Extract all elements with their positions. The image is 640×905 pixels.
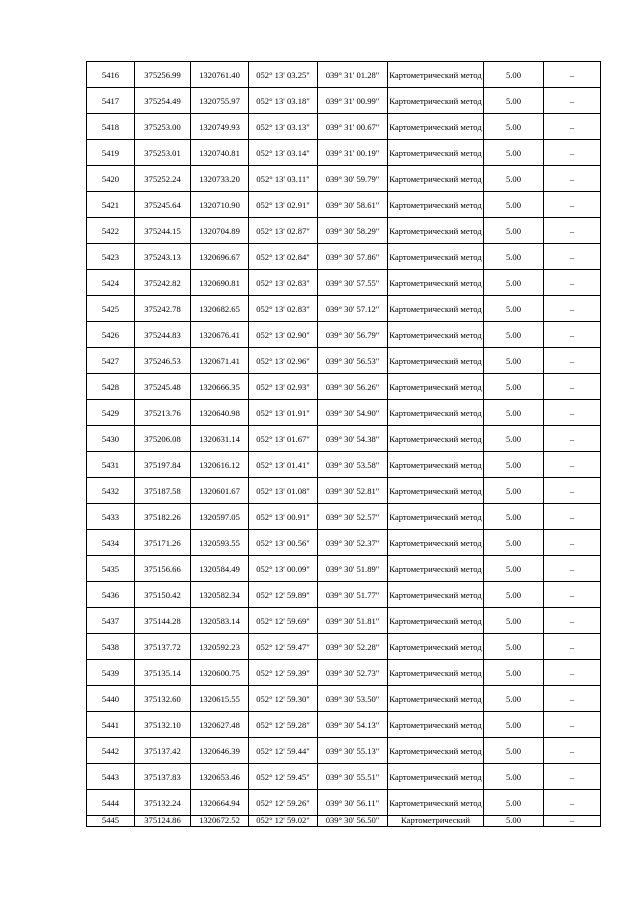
cell-y-coordinate: 1320653.46 bbox=[191, 764, 249, 790]
cell-x-coordinate: 375137.72 bbox=[135, 634, 191, 660]
cell-note: – bbox=[544, 270, 601, 296]
cell-accuracy: 5.00 bbox=[484, 400, 544, 426]
cell-point-number: 5424 bbox=[87, 270, 135, 296]
cell-y-coordinate: 1320592.23 bbox=[191, 634, 249, 660]
cell-point-number: 5440 bbox=[87, 686, 135, 712]
cell-note: – bbox=[544, 218, 601, 244]
cell-note: – bbox=[544, 790, 601, 816]
cell-point-number: 5427 bbox=[87, 348, 135, 374]
cell-x-coordinate: 375124.86 bbox=[135, 816, 191, 827]
cell-method: Картометрический метод bbox=[388, 426, 484, 452]
cell-x-coordinate: 375242.82 bbox=[135, 270, 191, 296]
cell-latitude: 052° 13' 02.83" bbox=[249, 296, 318, 322]
cell-accuracy: 5.00 bbox=[484, 686, 544, 712]
cell-note: – bbox=[544, 166, 601, 192]
cell-method: Картометрический метод bbox=[388, 192, 484, 218]
cell-accuracy: 5.00 bbox=[484, 218, 544, 244]
cell-latitude: 052° 13' 01.67" bbox=[249, 426, 318, 452]
cell-longitude: 039° 30' 56.79" bbox=[318, 322, 388, 348]
cell-latitude: 052° 13' 02.91" bbox=[249, 192, 318, 218]
cell-method: Картометрический метод bbox=[388, 218, 484, 244]
cell-longitude: 039° 30' 59.79" bbox=[318, 166, 388, 192]
cell-method: Картометрический метод bbox=[388, 556, 484, 582]
cell-x-coordinate: 375187.58 bbox=[135, 478, 191, 504]
cell-method: Картометрический метод bbox=[388, 244, 484, 270]
cell-longitude: 039° 30' 52.37" bbox=[318, 530, 388, 556]
cell-x-coordinate: 375171.26 bbox=[135, 530, 191, 556]
table-row bbox=[87, 790, 601, 816]
cell-point-number: 5441 bbox=[87, 712, 135, 738]
cell-point-number: 5431 bbox=[87, 452, 135, 478]
cell-accuracy: 5.00 bbox=[484, 270, 544, 296]
cell-longitude: 039° 30' 51.81" bbox=[318, 608, 388, 634]
table-row bbox=[87, 738, 601, 764]
cell-note: – bbox=[544, 62, 601, 88]
cell-longitude: 039° 30' 58.29" bbox=[318, 218, 388, 244]
cell-note: – bbox=[544, 348, 601, 374]
cell-x-coordinate: 375197.84 bbox=[135, 452, 191, 478]
cell-longitude: 039° 30' 52.57" bbox=[318, 504, 388, 530]
cell-x-coordinate: 375132.24 bbox=[135, 790, 191, 816]
cell-longitude: 039° 30' 52.73" bbox=[318, 660, 388, 686]
cell-note: – bbox=[544, 400, 601, 426]
cell-latitude: 052° 13' 03.25" bbox=[249, 62, 318, 88]
cell-note: – bbox=[544, 556, 601, 582]
cell-y-coordinate: 1320755.97 bbox=[191, 88, 249, 114]
cell-longitude: 039° 30' 57.55" bbox=[318, 270, 388, 296]
cell-latitude: 052° 12' 59.44" bbox=[249, 738, 318, 764]
cell-x-coordinate: 375137.83 bbox=[135, 764, 191, 790]
cell-longitude: 039° 30' 53.58" bbox=[318, 452, 388, 478]
cell-y-coordinate: 1320631.14 bbox=[191, 426, 249, 452]
cell-method: Картометрический метод bbox=[388, 634, 484, 660]
cell-point-number: 5416 bbox=[87, 62, 135, 88]
cell-point-number: 5435 bbox=[87, 556, 135, 582]
cell-accuracy: 5.00 bbox=[484, 452, 544, 478]
cell-latitude: 052° 13' 03.18" bbox=[249, 88, 318, 114]
cell-note: – bbox=[544, 140, 601, 166]
cell-longitude: 039° 30' 58.61" bbox=[318, 192, 388, 218]
cell-point-number: 5423 bbox=[87, 244, 135, 270]
cell-latitude: 052° 13' 02.84" bbox=[249, 244, 318, 270]
cell-y-coordinate: 1320666.35 bbox=[191, 374, 249, 400]
cell-accuracy: 5.00 bbox=[484, 140, 544, 166]
cell-note: – bbox=[544, 374, 601, 400]
cell-method: Картометрический метод bbox=[388, 582, 484, 608]
cell-latitude: 052° 13' 03.11" bbox=[249, 166, 318, 192]
table-row bbox=[87, 166, 601, 192]
cell-latitude: 052° 13' 01.41" bbox=[249, 452, 318, 478]
cell-longitude: 039° 30' 53.50" bbox=[318, 686, 388, 712]
cell-x-coordinate: 375253.00 bbox=[135, 114, 191, 140]
cell-note: – bbox=[544, 426, 601, 452]
cell-method: Картометрический метод bbox=[388, 270, 484, 296]
table-row bbox=[87, 816, 601, 827]
table-row bbox=[87, 712, 601, 738]
cell-latitude: 052° 12' 59.26" bbox=[249, 790, 318, 816]
cell-y-coordinate: 1320627.48 bbox=[191, 712, 249, 738]
cell-point-number: 5420 bbox=[87, 166, 135, 192]
cell-note: – bbox=[544, 88, 601, 114]
cell-x-coordinate: 375244.15 bbox=[135, 218, 191, 244]
cell-accuracy: 5.00 bbox=[484, 478, 544, 504]
cell-longitude: 039° 30' 54.38" bbox=[318, 426, 388, 452]
table-row bbox=[87, 218, 601, 244]
cell-accuracy: 5.00 bbox=[484, 816, 544, 827]
cell-note: – bbox=[544, 192, 601, 218]
cell-point-number: 5436 bbox=[87, 582, 135, 608]
cell-point-number: 5425 bbox=[87, 296, 135, 322]
cell-method: Картометрический метод bbox=[388, 88, 484, 114]
cell-latitude: 052° 12' 59.89" bbox=[249, 582, 318, 608]
cell-x-coordinate: 375256.99 bbox=[135, 62, 191, 88]
table-row bbox=[87, 660, 601, 686]
cell-latitude: 052° 13' 00.09" bbox=[249, 556, 318, 582]
cell-point-number: 5444 bbox=[87, 790, 135, 816]
cell-point-number: 5432 bbox=[87, 478, 135, 504]
cell-latitude: 052° 13' 02.87" bbox=[249, 218, 318, 244]
cell-longitude: 039° 31' 01.28" bbox=[318, 62, 388, 88]
cell-latitude: 052° 13' 00.56" bbox=[249, 530, 318, 556]
coordinates-table bbox=[86, 61, 601, 827]
cell-latitude: 052° 12' 59.39" bbox=[249, 660, 318, 686]
cell-method: Картометрический метод bbox=[388, 738, 484, 764]
cell-accuracy: 5.00 bbox=[484, 608, 544, 634]
cell-point-number: 5433 bbox=[87, 504, 135, 530]
cell-latitude: 052° 13' 01.08" bbox=[249, 478, 318, 504]
cell-note: – bbox=[544, 608, 601, 634]
cell-point-number: 5428 bbox=[87, 374, 135, 400]
table-row bbox=[87, 62, 601, 88]
table-row bbox=[87, 426, 601, 452]
cell-note: – bbox=[544, 686, 601, 712]
table-body bbox=[87, 62, 601, 827]
cell-point-number: 5426 bbox=[87, 322, 135, 348]
table-row bbox=[87, 686, 601, 712]
cell-latitude: 052° 12' 59.30" bbox=[249, 686, 318, 712]
cell-accuracy: 5.00 bbox=[484, 88, 544, 114]
cell-method: Картометрический метод bbox=[388, 478, 484, 504]
cell-latitude: 052° 13' 03.13" bbox=[249, 114, 318, 140]
cell-longitude: 039° 30' 56.11" bbox=[318, 790, 388, 816]
cell-point-number: 5429 bbox=[87, 400, 135, 426]
cell-y-coordinate: 1320597.05 bbox=[191, 504, 249, 530]
cell-longitude: 039° 31' 00.67" bbox=[318, 114, 388, 140]
table-row bbox=[87, 452, 601, 478]
cell-longitude: 039° 30' 57.86" bbox=[318, 244, 388, 270]
cell-y-coordinate: 1320690.81 bbox=[191, 270, 249, 296]
cell-longitude: 039° 30' 51.77" bbox=[318, 582, 388, 608]
cell-x-coordinate: 375245.64 bbox=[135, 192, 191, 218]
cell-x-coordinate: 375242.78 bbox=[135, 296, 191, 322]
cell-point-number: 5437 bbox=[87, 608, 135, 634]
table-row bbox=[87, 88, 601, 114]
cell-latitude: 052° 13' 00.91" bbox=[249, 504, 318, 530]
cell-method: Картометрический метод bbox=[388, 114, 484, 140]
cell-y-coordinate: 1320672.52 bbox=[191, 816, 249, 827]
cell-method: Картометрический метод bbox=[388, 790, 484, 816]
cell-point-number: 5421 bbox=[87, 192, 135, 218]
cell-x-coordinate: 375243.13 bbox=[135, 244, 191, 270]
table-row bbox=[87, 348, 601, 374]
cell-point-number: 5434 bbox=[87, 530, 135, 556]
cell-x-coordinate: 375144.28 bbox=[135, 608, 191, 634]
cell-y-coordinate: 1320593.55 bbox=[191, 530, 249, 556]
cell-method: Картометрический метод bbox=[388, 140, 484, 166]
cell-x-coordinate: 375132.10 bbox=[135, 712, 191, 738]
table-row bbox=[87, 140, 601, 166]
cell-y-coordinate: 1320749.93 bbox=[191, 114, 249, 140]
cell-accuracy: 5.00 bbox=[484, 322, 544, 348]
cell-y-coordinate: 1320710.90 bbox=[191, 192, 249, 218]
cell-latitude: 052° 13' 02.83" bbox=[249, 270, 318, 296]
cell-point-number: 5422 bbox=[87, 218, 135, 244]
table-row bbox=[87, 556, 601, 582]
cell-latitude: 052° 12' 59.47" bbox=[249, 634, 318, 660]
table-row bbox=[87, 478, 601, 504]
cell-method: Картометрический метод bbox=[388, 452, 484, 478]
cell-longitude: 039° 30' 51.89" bbox=[318, 556, 388, 582]
cell-latitude: 052° 13' 02.90" bbox=[249, 322, 318, 348]
cell-note: – bbox=[544, 764, 601, 790]
cell-y-coordinate: 1320615.55 bbox=[191, 686, 249, 712]
cell-x-coordinate: 375245.48 bbox=[135, 374, 191, 400]
cell-method: Картометрический метод bbox=[388, 608, 484, 634]
cell-y-coordinate: 1320646.39 bbox=[191, 738, 249, 764]
cell-accuracy: 5.00 bbox=[484, 660, 544, 686]
cell-latitude: 052° 12' 59.28" bbox=[249, 712, 318, 738]
cell-accuracy: 5.00 bbox=[484, 504, 544, 530]
cell-point-number: 5439 bbox=[87, 660, 135, 686]
cell-x-coordinate: 375137.42 bbox=[135, 738, 191, 764]
cell-point-number: 5445 bbox=[87, 816, 135, 827]
cell-note: – bbox=[544, 114, 601, 140]
cell-note: – bbox=[544, 660, 601, 686]
cell-accuracy: 5.00 bbox=[484, 114, 544, 140]
cell-x-coordinate: 375132.60 bbox=[135, 686, 191, 712]
cell-accuracy: 5.00 bbox=[484, 192, 544, 218]
cell-y-coordinate: 1320601.67 bbox=[191, 478, 249, 504]
table-row bbox=[87, 764, 601, 790]
cell-point-number: 5443 bbox=[87, 764, 135, 790]
cell-accuracy: 5.00 bbox=[484, 244, 544, 270]
cell-longitude: 039° 31' 00.99" bbox=[318, 88, 388, 114]
cell-point-number: 5438 bbox=[87, 634, 135, 660]
cell-method: Картометрический метод bbox=[388, 374, 484, 400]
cell-note: – bbox=[544, 582, 601, 608]
cell-longitude: 039° 30' 55.51" bbox=[318, 764, 388, 790]
cell-latitude: 052° 13' 01.91" bbox=[249, 400, 318, 426]
cell-x-coordinate: 375252.24 bbox=[135, 166, 191, 192]
cell-note: – bbox=[544, 712, 601, 738]
cell-y-coordinate: 1320640.98 bbox=[191, 400, 249, 426]
cell-accuracy: 5.00 bbox=[484, 62, 544, 88]
cell-x-coordinate: 375150.42 bbox=[135, 582, 191, 608]
table-row bbox=[87, 192, 601, 218]
cell-accuracy: 5.00 bbox=[484, 712, 544, 738]
cell-accuracy: 5.00 bbox=[484, 348, 544, 374]
cell-note: – bbox=[544, 504, 601, 530]
cell-accuracy: 5.00 bbox=[484, 374, 544, 400]
cell-note: – bbox=[544, 296, 601, 322]
cell-method: Картометрический метод bbox=[388, 62, 484, 88]
cell-y-coordinate: 1320600.75 bbox=[191, 660, 249, 686]
cell-accuracy: 5.00 bbox=[484, 296, 544, 322]
cell-accuracy: 5.00 bbox=[484, 738, 544, 764]
table-row bbox=[87, 634, 601, 660]
cell-y-coordinate: 1320676.41 bbox=[191, 322, 249, 348]
cell-point-number: 5417 bbox=[87, 88, 135, 114]
cell-x-coordinate: 375135.14 bbox=[135, 660, 191, 686]
cell-y-coordinate: 1320733.20 bbox=[191, 166, 249, 192]
cell-longitude: 039° 30' 56.53" bbox=[318, 348, 388, 374]
cell-accuracy: 5.00 bbox=[484, 634, 544, 660]
cell-latitude: 052° 13' 03.14" bbox=[249, 140, 318, 166]
cell-x-coordinate: 375244.83 bbox=[135, 322, 191, 348]
cell-y-coordinate: 1320671.41 bbox=[191, 348, 249, 374]
cell-longitude: 039° 30' 57.12" bbox=[318, 296, 388, 322]
cell-latitude: 052° 13' 02.96" bbox=[249, 348, 318, 374]
table-row bbox=[87, 244, 601, 270]
cell-method: Картометрический метод bbox=[388, 660, 484, 686]
cell-note: – bbox=[544, 244, 601, 270]
cell-method: Картометрический метод bbox=[388, 764, 484, 790]
table-row bbox=[87, 270, 601, 296]
cell-x-coordinate: 375156.66 bbox=[135, 556, 191, 582]
cell-x-coordinate: 375206.08 bbox=[135, 426, 191, 452]
table-row bbox=[87, 296, 601, 322]
cell-point-number: 5418 bbox=[87, 114, 135, 140]
cell-accuracy: 5.00 bbox=[484, 764, 544, 790]
cell-method: Картометрический метод bbox=[388, 296, 484, 322]
cell-y-coordinate: 1320740.81 bbox=[191, 140, 249, 166]
table-row bbox=[87, 400, 601, 426]
cell-latitude: 052° 12' 59.45" bbox=[249, 764, 318, 790]
cell-method: Картометрический метод bbox=[388, 322, 484, 348]
cell-latitude: 052° 12' 59.69" bbox=[249, 608, 318, 634]
cell-x-coordinate: 375253.01 bbox=[135, 140, 191, 166]
cell-longitude: 039° 30' 54.13" bbox=[318, 712, 388, 738]
cell-accuracy: 5.00 bbox=[484, 582, 544, 608]
cell-longitude: 039° 30' 56.50" bbox=[318, 816, 388, 827]
cell-x-coordinate: 375213.76 bbox=[135, 400, 191, 426]
cell-point-number: 5430 bbox=[87, 426, 135, 452]
table-row bbox=[87, 608, 601, 634]
cell-method: Картометрический метод bbox=[388, 348, 484, 374]
cell-note: – bbox=[544, 452, 601, 478]
cell-y-coordinate: 1320696.67 bbox=[191, 244, 249, 270]
cell-y-coordinate: 1320582.34 bbox=[191, 582, 249, 608]
cell-longitude: 039° 30' 56.26" bbox=[318, 374, 388, 400]
cell-y-coordinate: 1320584.49 bbox=[191, 556, 249, 582]
cell-y-coordinate: 1320583.14 bbox=[191, 608, 249, 634]
cell-longitude: 039° 31' 00.19" bbox=[318, 140, 388, 166]
cell-method: Картометрический метод bbox=[388, 686, 484, 712]
cell-method: Картометрический метод bbox=[388, 400, 484, 426]
cell-note: – bbox=[544, 478, 601, 504]
cell-longitude: 039° 30' 55.13" bbox=[318, 738, 388, 764]
cell-y-coordinate: 1320761.40 bbox=[191, 62, 249, 88]
cell-accuracy: 5.00 bbox=[484, 790, 544, 816]
cell-note: – bbox=[544, 530, 601, 556]
cell-accuracy: 5.00 bbox=[484, 166, 544, 192]
table-row bbox=[87, 322, 601, 348]
cell-note: – bbox=[544, 738, 601, 764]
cell-longitude: 039° 30' 52.81" bbox=[318, 478, 388, 504]
cell-note: – bbox=[544, 322, 601, 348]
table-row bbox=[87, 374, 601, 400]
cell-longitude: 039° 30' 52.28" bbox=[318, 634, 388, 660]
cell-point-number: 5442 bbox=[87, 738, 135, 764]
cell-accuracy: 5.00 bbox=[484, 426, 544, 452]
cell-x-coordinate: 375182.26 bbox=[135, 504, 191, 530]
cell-note: – bbox=[544, 634, 601, 660]
cell-x-coordinate: 375254.49 bbox=[135, 88, 191, 114]
cell-method: Картометрический метод bbox=[388, 504, 484, 530]
table-row bbox=[87, 530, 601, 556]
cell-y-coordinate: 1320682.65 bbox=[191, 296, 249, 322]
cell-y-coordinate: 1320664.94 bbox=[191, 790, 249, 816]
cell-method: Картометрический метод bbox=[388, 530, 484, 556]
cell-method: Картометрический bbox=[388, 816, 484, 827]
table-row bbox=[87, 504, 601, 530]
table-row bbox=[87, 582, 601, 608]
cell-method: Картометрический метод bbox=[388, 166, 484, 192]
cell-x-coordinate: 375246.53 bbox=[135, 348, 191, 374]
cell-longitude: 039° 30' 54.90" bbox=[318, 400, 388, 426]
cell-y-coordinate: 1320704.89 bbox=[191, 218, 249, 244]
cell-latitude: 052° 13' 02.93" bbox=[249, 374, 318, 400]
cell-accuracy: 5.00 bbox=[484, 530, 544, 556]
cell-accuracy: 5.00 bbox=[484, 556, 544, 582]
cell-point-number: 5419 bbox=[87, 140, 135, 166]
cell-latitude: 052° 12' 59.02" bbox=[249, 816, 318, 827]
cell-y-coordinate: 1320616.12 bbox=[191, 452, 249, 478]
cell-note: – bbox=[544, 816, 601, 827]
cell-method: Картометрический метод bbox=[388, 712, 484, 738]
table-row bbox=[87, 114, 601, 140]
